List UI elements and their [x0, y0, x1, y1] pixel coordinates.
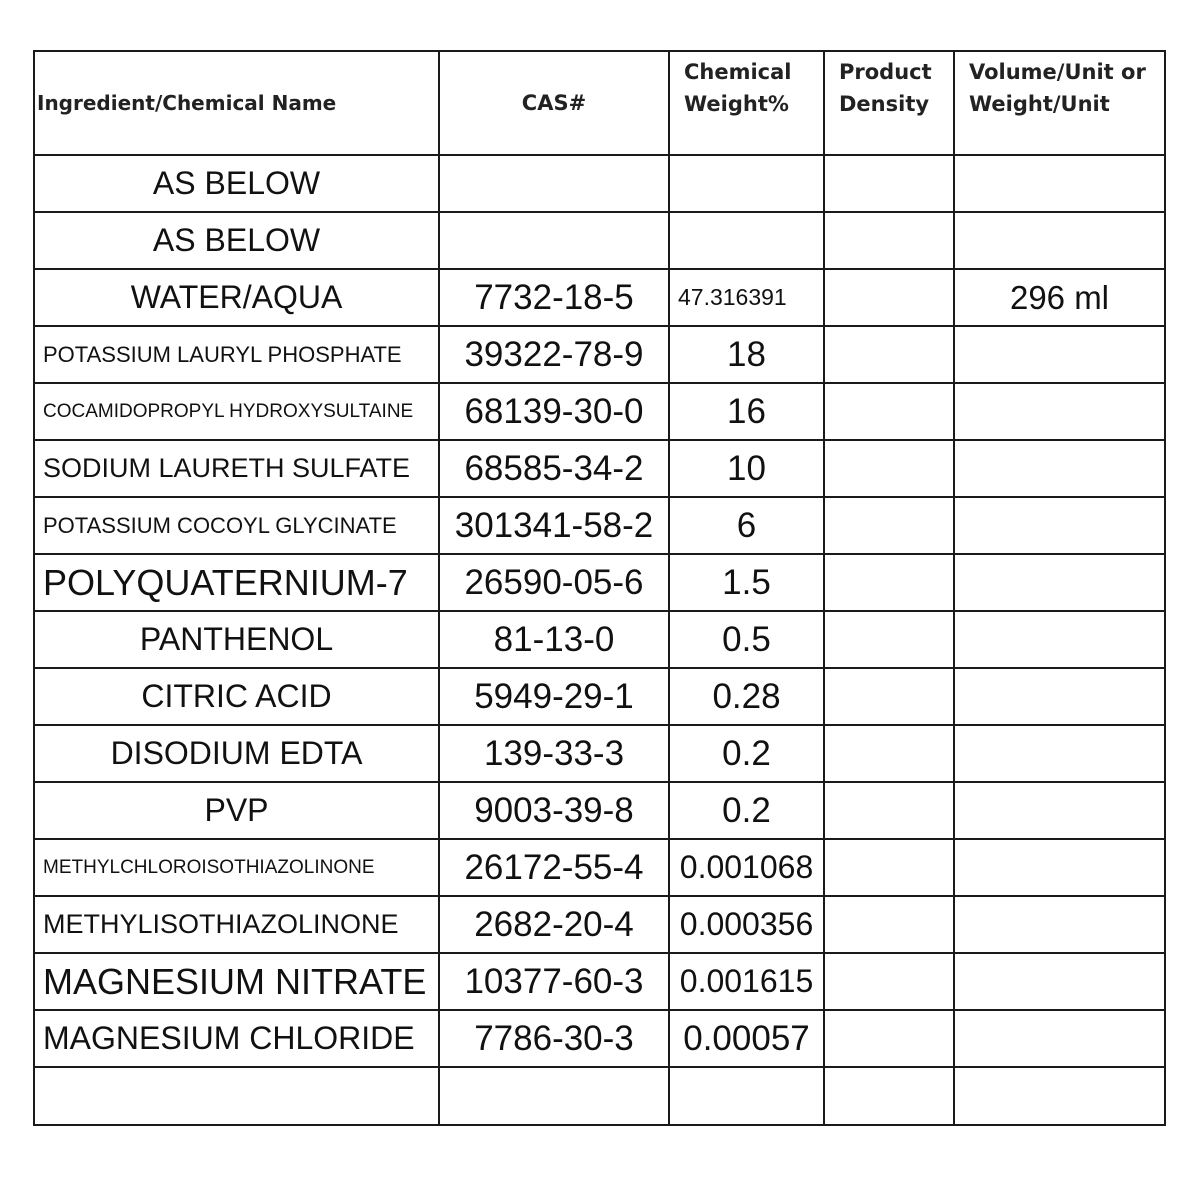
header-chemical-weight-line1: Chemical [684, 60, 792, 84]
volume-unit-cell [954, 668, 1165, 725]
table-row [34, 497, 1165, 554]
density-cell [824, 326, 954, 383]
table-row [34, 1010, 1165, 1067]
density-cell [824, 269, 954, 326]
cas-number-cell: 7786-30-3 [439, 1010, 669, 1067]
density-cell [824, 839, 954, 896]
ingredient-name-cell: CITRIC ACID [34, 668, 439, 725]
ingredient-name-cell: POLYQUATERNIUM-7 [34, 554, 439, 611]
ingredient-name-cell: MAGNESIUM CHLORIDE [34, 1010, 439, 1067]
weight-percent-cell: 0.2 [669, 725, 824, 782]
cas-number-cell: 10377-60-3 [439, 953, 669, 1010]
volume-unit-cell [954, 782, 1165, 839]
cas-number-cell: 68585-34-2 [439, 440, 669, 497]
weight-percent-cell: 0.00057 [669, 1010, 824, 1067]
ingredient-name-cell: WATER/AQUA [34, 269, 439, 326]
weight-percent-cell: 47.316391 [669, 269, 824, 326]
header-volume-weight-unit [954, 51, 1165, 155]
ingredient-name-cell: POTASSIUM LAURYL PHOSPHATE [34, 326, 439, 383]
density-cell [824, 1010, 954, 1067]
density-cell [824, 953, 954, 1010]
density-cell [824, 554, 954, 611]
density-cell [824, 440, 954, 497]
cas-number-cell: 81-13-0 [439, 611, 669, 668]
volume-unit-cell [954, 212, 1165, 269]
cas-number-cell: 26590-05-6 [439, 554, 669, 611]
density-cell [824, 725, 954, 782]
weight-percent-cell: 0.2 [669, 782, 824, 839]
ingredient-name-cell: SODIUM LAURETH SULFATE [34, 440, 439, 497]
cas-number-cell [439, 212, 669, 269]
ingredient-name-cell: MAGNESIUM NITRATE [34, 953, 439, 1010]
cas-number-cell: 2682-20-4 [439, 896, 669, 953]
volume-unit-cell [954, 554, 1165, 611]
weight-percent-cell: 0.28 [669, 668, 824, 725]
table-row [34, 1067, 1165, 1125]
weight-percent-cell: 0.000356 [669, 896, 824, 953]
volume-unit-cell [954, 1067, 1165, 1125]
header-chemical-weight-line2: Weight% [684, 92, 789, 116]
table-row [34, 611, 1165, 668]
volume-unit-cell [954, 326, 1165, 383]
table-row [34, 326, 1165, 383]
weight-percent-cell [669, 212, 824, 269]
table-row [34, 725, 1165, 782]
ingredient-name-cell: METHYLISOTHIAZOLINONE [34, 896, 439, 953]
weight-percent-cell [669, 155, 824, 212]
table-row [34, 782, 1165, 839]
ingredient-name-cell: METHYLCHLOROISOTHIAZOLINONE [34, 839, 439, 896]
table-row [34, 155, 1165, 212]
table-row [34, 212, 1165, 269]
ingredients-table [33, 50, 1166, 1126]
header-product-density-line2: Density [839, 92, 930, 116]
density-cell [824, 896, 954, 953]
volume-unit-cell [954, 611, 1165, 668]
cas-number-cell: 301341-58-2 [439, 497, 669, 554]
ingredient-name-cell: AS BELOW [34, 155, 439, 212]
weight-percent-cell: 16 [669, 383, 824, 440]
volume-unit-cell [954, 497, 1165, 554]
volume-unit-cell [954, 440, 1165, 497]
density-cell [824, 1067, 954, 1125]
header-volume-unit-line1: Volume/Unit or [969, 60, 1146, 84]
weight-percent-cell: 0.001068 [669, 839, 824, 896]
cas-number-cell: 5949-29-1 [439, 668, 669, 725]
volume-unit-cell [954, 1010, 1165, 1067]
volume-unit-cell [954, 896, 1165, 953]
table-header-row [34, 51, 1165, 155]
ingredient-name-cell: POTASSIUM COCOYL GLYCINATE [34, 497, 439, 554]
table-row [34, 440, 1165, 497]
density-cell [824, 383, 954, 440]
table-row [34, 668, 1165, 725]
density-cell [824, 155, 954, 212]
volume-unit-cell [954, 839, 1165, 896]
density-cell [824, 212, 954, 269]
table-row [34, 839, 1165, 896]
cas-number-cell [439, 1067, 669, 1125]
weight-percent-cell [669, 1067, 824, 1125]
table-row [34, 269, 1165, 326]
cas-number-cell: 139-33-3 [439, 725, 669, 782]
header-cas-number: CAS# [439, 51, 669, 155]
table-row [34, 896, 1165, 953]
ingredient-name-cell: DISODIUM EDTA [34, 725, 439, 782]
volume-unit-cell [954, 725, 1165, 782]
ingredient-name-cell: PVP [34, 782, 439, 839]
ingredient-name-cell: AS BELOW [34, 212, 439, 269]
cas-number-cell: 39322-78-9 [439, 326, 669, 383]
ingredient-sheet [33, 50, 1164, 1150]
weight-percent-cell: 18 [669, 326, 824, 383]
volume-unit-cell [954, 155, 1165, 212]
density-cell [824, 668, 954, 725]
weight-percent-cell: 0.5 [669, 611, 824, 668]
table-row [34, 383, 1165, 440]
header-ingredient-name: Ingredient/Chemical Name [34, 51, 439, 155]
volume-unit-cell [954, 383, 1165, 440]
header-product-density-line1: Product [839, 60, 932, 84]
density-cell [824, 497, 954, 554]
volume-unit-cell: 296 ml [954, 269, 1165, 326]
cas-number-cell: 26172-55-4 [439, 839, 669, 896]
table-row [34, 554, 1165, 611]
ingredient-name-cell [34, 1067, 439, 1125]
weight-percent-cell: 0.001615 [669, 953, 824, 1010]
cas-number-cell: 68139-30-0 [439, 383, 669, 440]
weight-percent-cell: 10 [669, 440, 824, 497]
density-cell [824, 611, 954, 668]
volume-unit-cell [954, 953, 1165, 1010]
header-volume-unit-line2: Weight/Unit [969, 92, 1110, 116]
cas-number-cell: 9003-39-8 [439, 782, 669, 839]
cas-number-cell: 7732-18-5 [439, 269, 669, 326]
table-row [34, 953, 1165, 1010]
ingredient-name-cell: COCAMIDOPROPYL HYDROXYSULTAINE [34, 383, 439, 440]
cas-number-cell [439, 155, 669, 212]
density-cell [824, 782, 954, 839]
ingredient-name-cell: PANTHENOL [34, 611, 439, 668]
header-product-density [824, 51, 954, 155]
header-chemical-weight [669, 51, 824, 155]
weight-percent-cell: 1.5 [669, 554, 824, 611]
weight-percent-cell: 6 [669, 497, 824, 554]
